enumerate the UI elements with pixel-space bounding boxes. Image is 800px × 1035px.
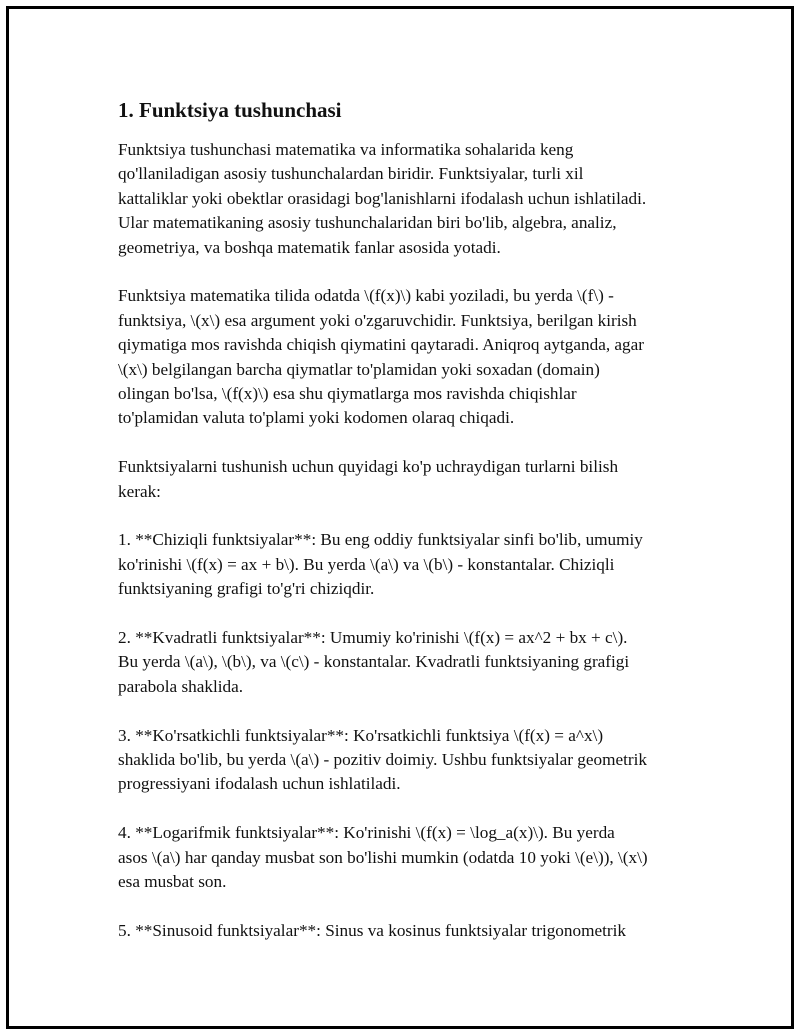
text-line: funktsiyaning grafigi to'g'ri chiziqdir. xyxy=(118,579,375,599)
list-item-quadratic xyxy=(118,626,708,699)
text-line: olingan bo'lsa, \(f(x)\) esa shu qiymatlarga mos ravishda chiqishlar xyxy=(118,384,577,404)
text-line: shaklida bo'lib, bu yerda \(a\) - pozitiv doimiy. Ushbu funktsiyalar geometrik xyxy=(118,750,647,770)
text-line: 1. **Chiziqli funktsiyalar**: Bu eng oddiy funktsiyalar sinfi bo'lib, umumiy xyxy=(118,530,643,550)
text-line: 3. **Ko'rsatkichli funktsiyalar**: Ko'rsatkichli funktsiya \(f(x) = a^x\) xyxy=(118,725,604,745)
list-item-logarithmic xyxy=(118,821,708,894)
paragraph-types-intro xyxy=(118,455,708,504)
text-line: funktsiya, \(x\) esa argument yoki o'zgaruvchidir. Funktsiya, berilgan kirish xyxy=(118,310,637,330)
list-item-linear xyxy=(118,528,708,601)
text-line: geometriya, va boshqa matematik fanlar asosida yotadi. xyxy=(118,237,501,257)
text-line: Ular matematikaning asosiy tushunchalaridan biri bo'lib, algebra, analiz, xyxy=(118,213,617,233)
text-line: progressiyani ifodalash uchun ishlatiladi. xyxy=(118,774,401,794)
text-line: qiymatiga mos ravishda chiqish qiymatini qaytaradi. Aniqroq aytganda, agar xyxy=(118,335,644,355)
text-line: \(x\) belgilangan barcha qiymatlar to'plamidan yoki soxadan (domain) xyxy=(118,359,600,379)
text-line: 2. **Kvadratli funktsiyalar**: Umumiy ko'rinishi \(f(x) = ax^2 + bx + c\). xyxy=(118,628,628,648)
text-line: esa musbat son. xyxy=(118,872,227,892)
document-body xyxy=(118,97,708,968)
text-line: ko'rinishi \(f(x) = ax + b\). Bu yerda \(a\) va \(b\) - konstantalar. Chiziqli xyxy=(118,554,615,574)
page-frame xyxy=(6,6,794,1029)
text-line: asos \(a\) har qanday musbat son bo'lishi mumkin (odatda 10 yoki \(e\)), \(x\) xyxy=(118,847,648,867)
text-line: parabola shaklida. xyxy=(118,676,244,696)
text-line: qo'llaniladigan asosiy tushunchalardan biridir. Funktsiyalar, turli xil xyxy=(118,164,584,184)
paragraph-notation xyxy=(118,284,708,430)
text-line: Bu yerda \(a\), \(b\), va \(c\) - konstantalar. Kvadratli funktsiyaning grafigi xyxy=(118,652,630,672)
text-line: kattaliklar yoki obektlar orasidagi bog'lanishlarni ifodalash uchun ishlatiladi. xyxy=(118,188,647,208)
text-line: Funktsiyalarni tushunish uchun quyidagi ko'p uchraydigan turlarni bilish xyxy=(118,457,619,477)
list-item-exponential xyxy=(118,724,708,797)
text-line: Funktsiya matematika tilida odatda \(f(x)\) kabi yoziladi, bu yerda \(f\) - xyxy=(118,286,614,306)
text-line: to'plamidan valuta to'plami yoki kodomen olaraq chiqadi. xyxy=(118,408,515,428)
text-line: 4. **Logarifmik funktsiyalar**: Ko'rinishi \(f(x) = \log_a(x)\). Bu yerda xyxy=(118,823,615,843)
text-line: Funktsiya tushunchasi matematika va informatika sohalarida keng xyxy=(118,140,574,159)
text-line: kerak: xyxy=(118,481,161,501)
paragraph-intro xyxy=(118,138,708,260)
text-line: 5. **Sinusoid funktsiyalar**: Sinus va kosinus funktsiyalar trigonometrik xyxy=(118,920,626,940)
list-item-sinusoid xyxy=(118,919,708,943)
section-heading: 1. Funktsiya tushunchasi xyxy=(118,98,342,122)
